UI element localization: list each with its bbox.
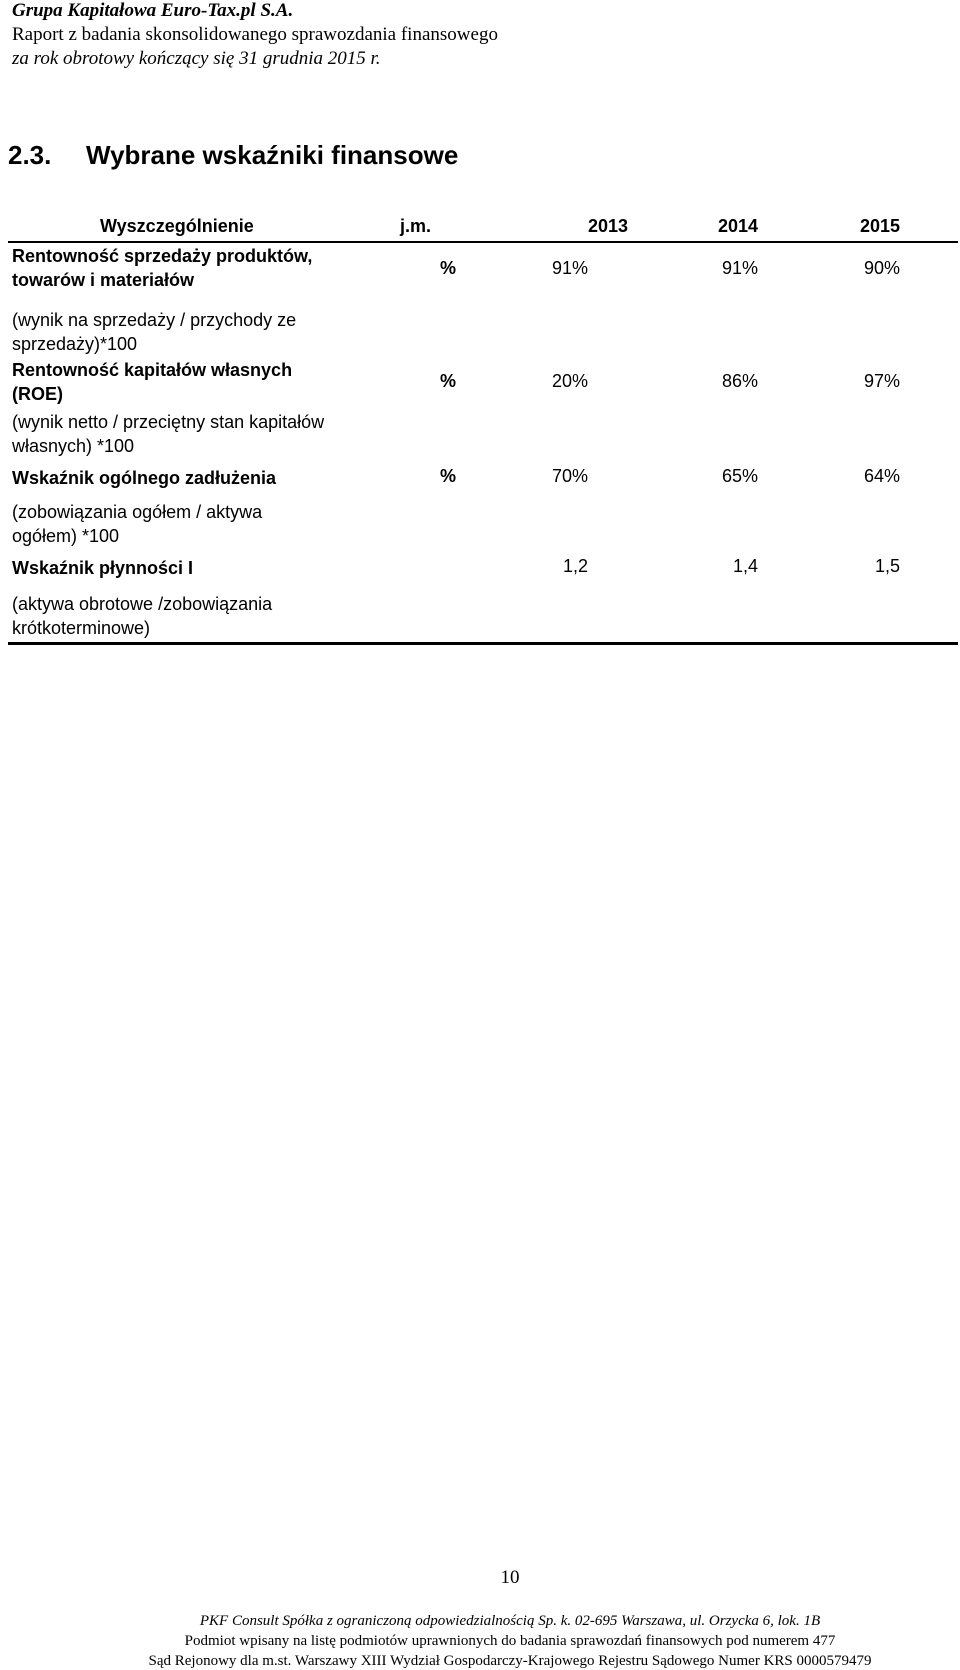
- column-header-2014: 2014: [717, 216, 758, 236]
- section-number: 2.3.: [8, 140, 52, 170]
- row-name: Rentowność kapitałów własnych: [12, 360, 293, 380]
- report-company-title: Grupa Kapitałowa Euro-Tax.pl S.A.: [12, 0, 294, 21]
- row-value-2014: 1,4: [732, 556, 758, 576]
- table-bottom-rule: [8, 642, 958, 645]
- row-value-2015: 64%: [863, 466, 900, 486]
- footer-company: PKF Consult Spółka z ograniczoną odpowiedzialnością Sp. k. 02-695 Warszawa, ul. Orzycka 6, lok. 1B: [199, 1613, 821, 1629]
- row-value-2015: 97%: [863, 371, 900, 391]
- column-header-description: Wyszczególnienie: [100, 216, 254, 236]
- row-formula: (zobowiązania ogółem / aktywa: [12, 502, 263, 522]
- row-formula: krótkoterminowe): [12, 618, 151, 638]
- row-formula: własnych) *100: [12, 436, 135, 456]
- row-value-2015: 1,5: [874, 556, 900, 576]
- section-heading: [8, 140, 458, 171]
- row-value-2013: 1,2: [562, 556, 588, 576]
- row-formula: (wynik na sprzedaży / przychody ze: [12, 310, 297, 330]
- row-formula: (aktywa obrotowe /zobowiązania: [12, 594, 273, 614]
- row-formula: sprzedaży)*100: [12, 334, 138, 354]
- row-name: towarów i materiałów: [12, 270, 195, 290]
- row-name: (ROE): [12, 384, 63, 404]
- row-value-2013: 70%: [551, 466, 588, 486]
- table-header-rule: [8, 241, 958, 243]
- row-value-2013: 91%: [551, 258, 588, 278]
- page-number: 10: [500, 1567, 520, 1588]
- row-name: Wskaźnik ogólnego zadłużenia: [12, 468, 277, 488]
- row-unit: %: [440, 258, 457, 278]
- row-value-2014: 65%: [721, 466, 758, 486]
- row-unit: %: [440, 466, 457, 486]
- footer-registration: Podmiot wpisany na listę podmiotów uprawnionych do badania sprawozdań finansowych pod numerem 477: [184, 1633, 836, 1649]
- report-subtitle: Raport z badania skonsolidowanego sprawozdania finansowego: [12, 24, 498, 45]
- report-period: za rok obrotowy kończący się 31 grudnia 2015 r.: [12, 48, 381, 69]
- column-header-2015: 2015: [859, 216, 900, 236]
- footer-court-register: Sąd Rejonowy dla m.st. Warszawy XIII Wydział Gospodarczy-Krajowego Rejestru Sądowego Numer KRS 0000579479: [148, 1653, 872, 1669]
- row-formula: (wynik netto / przeciętny stan kapitałów: [12, 412, 325, 432]
- row-name: Wskaźnik płynności I: [12, 558, 194, 578]
- row-value-2015: 90%: [863, 258, 900, 278]
- row-unit: %: [440, 371, 457, 391]
- row-value-2013: 20%: [551, 371, 588, 391]
- column-header-2013: 2013: [587, 216, 628, 236]
- section-title: Wybrane wskaźniki finansowe: [86, 140, 459, 170]
- row-value-2014: 91%: [721, 258, 758, 278]
- row-value-2014: 86%: [721, 371, 758, 391]
- row-name: Rentowność sprzedaży produktów,: [12, 246, 313, 266]
- column-header-unit: j.m.: [400, 216, 432, 236]
- row-formula: ogółem) *100: [12, 526, 120, 546]
